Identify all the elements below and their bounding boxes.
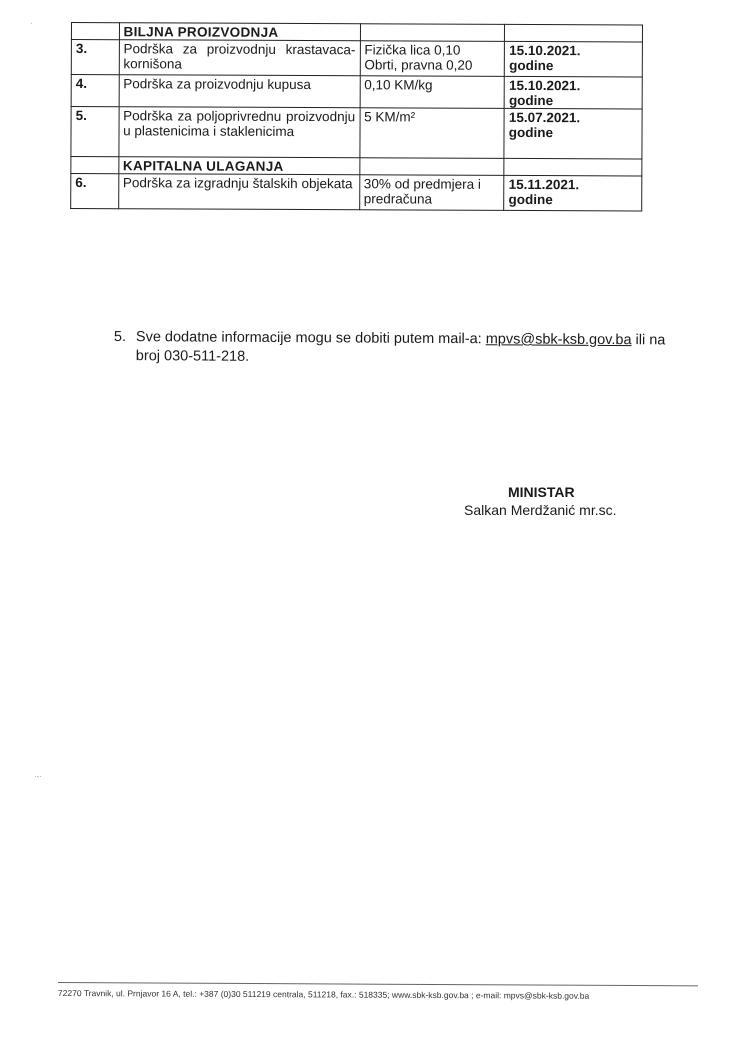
signature-name: Salkan Merdžanić mr.sc. xyxy=(464,502,617,518)
row-deadline xyxy=(504,76,642,109)
section-heading-plant-production: BILJNA PROIZVODNJA xyxy=(119,23,360,41)
row-number: 5. xyxy=(71,107,119,157)
deadline-date: 15.10.2021. xyxy=(508,77,581,94)
deadline-word: godine xyxy=(508,191,553,208)
amount-line: 0,10 KM/kg xyxy=(364,77,433,93)
row-deadline xyxy=(505,41,643,77)
deadline-date: 15.11.2021. xyxy=(508,176,580,193)
row-description: Podrška za proizvodnju kupusa xyxy=(119,75,360,108)
table-cell xyxy=(71,157,119,174)
row-amount xyxy=(359,108,504,159)
row-description: Podrška za poljoprivrednu proizvodnju u plastenicima i staklenicima xyxy=(118,107,359,158)
scan-mark: ˋ xyxy=(30,22,33,31)
row-description: Podrška za proizvodnju krastavaca-kornišona xyxy=(119,40,360,76)
note-phone-line: broj 030-511-218. xyxy=(135,348,250,365)
table-row xyxy=(71,40,642,77)
table-cell xyxy=(504,158,642,176)
note-text: Sve dodatne informacije mogu se dobiti putem mail-a: xyxy=(135,329,486,348)
deadline-word: godine xyxy=(509,57,554,74)
table-cell xyxy=(71,23,119,40)
signature-title: MINISTAR xyxy=(508,484,575,500)
table-cell xyxy=(360,24,505,42)
row-amount xyxy=(360,41,505,77)
deadline-word: godine xyxy=(508,92,554,109)
deadline-date: 15.10.2021. xyxy=(509,42,581,59)
section-row xyxy=(71,157,642,176)
note-text-after: ili na xyxy=(631,332,666,349)
deadline-date: 15.07.2021. xyxy=(508,109,581,126)
table-row xyxy=(71,107,642,159)
row-deadline xyxy=(504,108,642,159)
note-index: 5. xyxy=(113,328,127,346)
table-row xyxy=(71,75,642,109)
row-number: 3. xyxy=(71,40,119,75)
table-row xyxy=(71,174,642,211)
row-amount xyxy=(359,175,504,211)
table-cell xyxy=(359,158,504,176)
page-footer: 72270 Travnik, ul. Prnjavor 16 A, tel.: +387 (0)30 511219 centrala, 511218, fax.: 518335; www.sbk-ksb.gov.ba ; e-mail: mpvs@sbk-ksb.gov.ba xyxy=(58,982,698,1001)
signature-block xyxy=(464,483,664,519)
section-row xyxy=(71,23,642,42)
support-measures-table xyxy=(70,22,643,211)
row-number: 4. xyxy=(71,75,119,107)
amount-line: 30% od predmjera i xyxy=(363,176,481,192)
row-amount xyxy=(360,76,505,109)
deadline-word: godine xyxy=(508,124,554,141)
amount-line: predračuna xyxy=(363,191,433,207)
scan-mark: ·-· xyxy=(34,772,42,781)
row-deadline xyxy=(504,175,642,211)
email-link[interactable]: mpvs@sbk-ksb.gov.ba xyxy=(485,331,632,349)
amount-line: Fizička lica 0,10 xyxy=(364,42,461,58)
row-number: 6. xyxy=(71,174,119,209)
row-description: Podrška za izgradnju štalskih objekata xyxy=(118,174,359,210)
table-cell xyxy=(505,24,643,42)
contact-note xyxy=(114,328,704,370)
section-heading-capital-investment: KAPITALNA ULAGANJA xyxy=(118,157,359,175)
amount-line: Obrti, pravna 0,20 xyxy=(364,57,473,73)
amount-line: 5 KM/m² xyxy=(364,109,416,125)
